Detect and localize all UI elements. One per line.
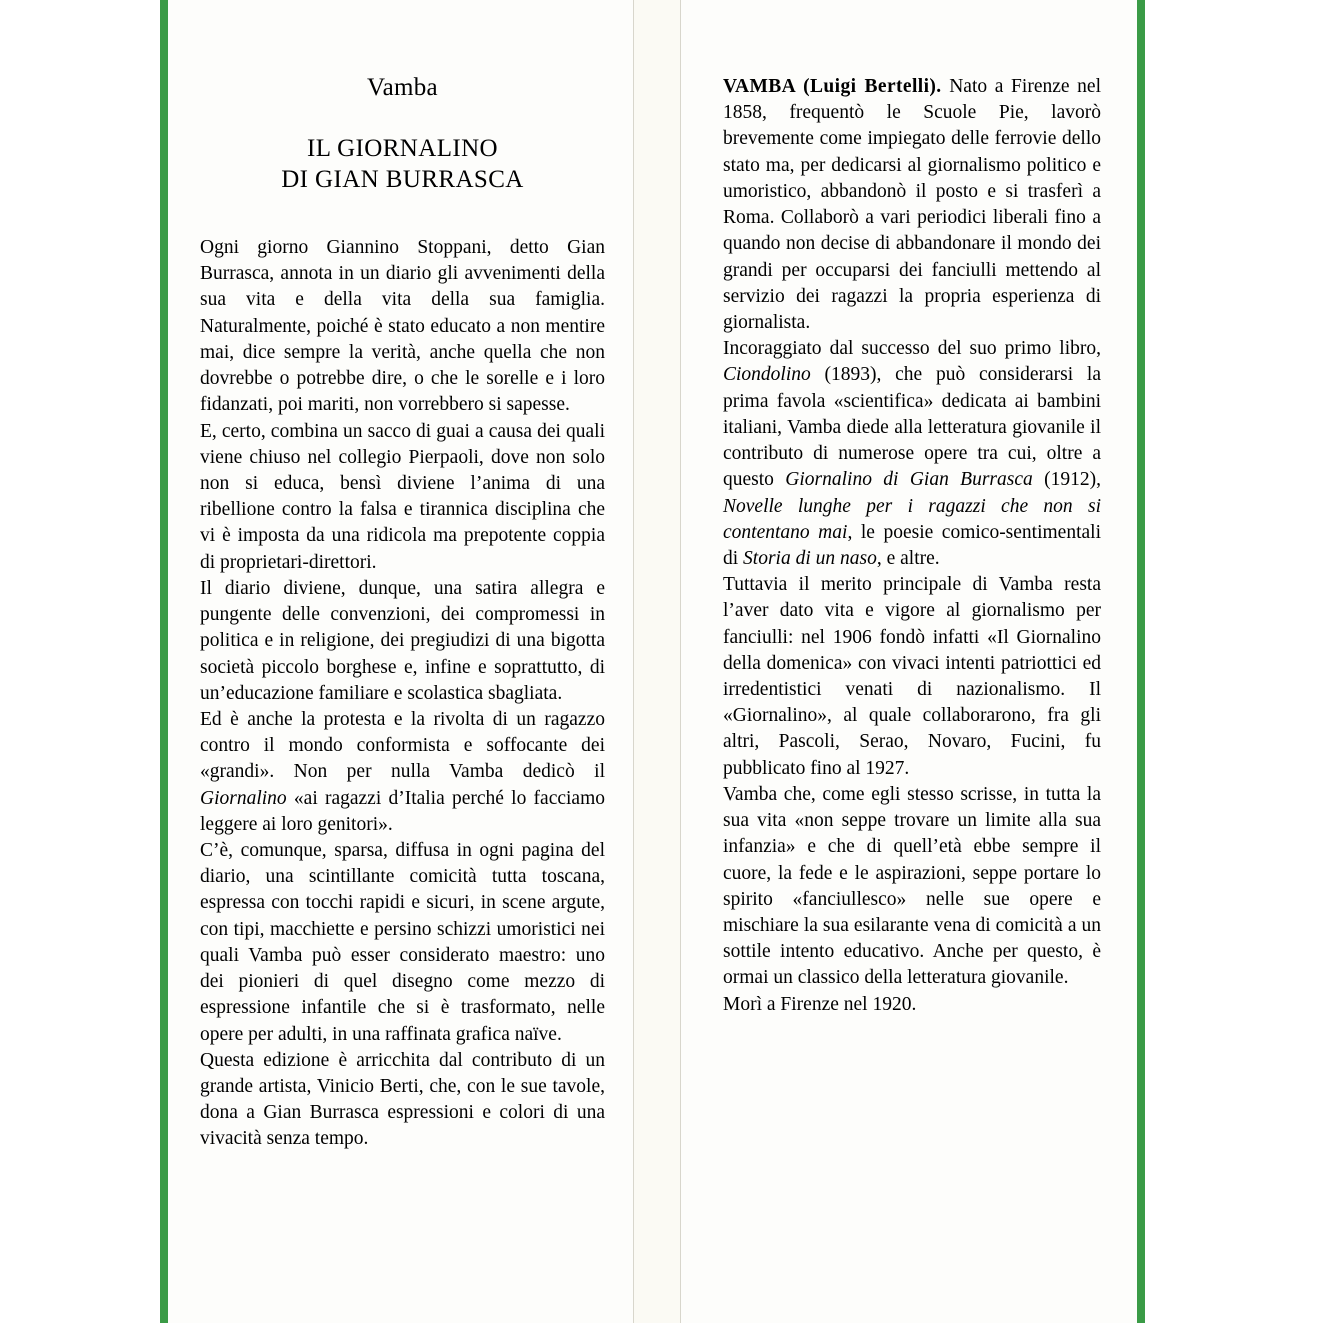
bio-paragraph: Morì a Firenze nel 1920. (723, 993, 917, 1015)
bio-italic-title: Giornalino di Gian Burrasca (785, 469, 1033, 491)
bio-text-run: , e altre. (876, 547, 940, 569)
blurb-paragraph: Il diario diviene, dunque, una satira allegra e pungente delle convenzioni, dei compromessi in politica e in religione, dei pregiudizi di una bigotta società piccolo borghese e, infine e soprattutto, di un’educazione familiare e scolastica sbagliata. (200, 577, 605, 704)
blurb-text-run: «ai ragazzi d’Italia perché lo facciamo leggere ai loro genitori». (200, 787, 605, 835)
blurb-paragraph: E, certo, combina un sacco di guai a causa dei quali viene chiuso nel collegio Pierpaoli, dove non solo non si educa, bensì diviene l’anima di una ribellione contro la falsa e tirannica disciplina che vi è imposta da una ridicola ma prepotente coppia di proprietari-direttori. (200, 420, 605, 573)
bio-paragraph (723, 336, 1101, 572)
bio-text-run: , le poesie comico-sentimentali di (723, 521, 1101, 569)
back-flap (679, 0, 1137, 1323)
bio-italic-title: Storia di un naso (743, 547, 877, 569)
blurb-italic-title: Giornalino (200, 787, 287, 809)
blurb-paragraph (200, 707, 605, 838)
cover-accent-stripe-left (160, 0, 168, 1323)
front-flap (168, 0, 633, 1323)
bio-text-run: (1912), (1032, 469, 1101, 491)
blurb-text (200, 235, 605, 1153)
bio-italic-title: Ciondolino (723, 364, 811, 386)
bio-text-run: Nato a Firenze nel 1858, frequentò le Scuole Pie, lavorò brevemente come impiegato delle ferrovie dello stato ma, per dedicarsi al giornalismo politico e umoristico, abbandonò il posto e si trasferì a Roma. Collaborò a vari periodici liberali fino a quando non decise di abbandonare il mondo dei grandi per occuparsi dei fanciulli mettendo al servizio dei ragazzi la propria esperienza di giornalista. (723, 76, 1101, 333)
bio-paragraph: Tuttavia il merito principale di Vamba resta l’aver dato vita e vigore al giornalismo per fanciulli: nel 1906 fondò infatti «Il Giornalino della domenica» con vivaci intenti patriottici ed irredentistici venati di nazionalismo. Il «Giornalino», al quale collaborarono, fra gli altri, Pascoli, Serao, Novaro, Fucini, fu pubblicato fino al 1927. (723, 574, 1101, 779)
blurb-paragraph: Questa edizione è arricchita dal contributo di un grande artista, Vinicio Berti, che, con le sue tavole, dona a Gian Burrasca espressioni e colori di una vivacità senza tempo. (200, 1049, 605, 1150)
book-title-line-1: IL GIORNALINO (306, 135, 499, 162)
author-bio-text (723, 74, 1101, 1018)
bio-italic-title: Novelle lunghe per i ragazzi che non si contentano mai (723, 495, 1101, 543)
blurb-paragraph: C’è, comunque, sparsa, diffusa in ogni pagina del diario, una scintillante comicità tutta toscana, espressa con tocchi rapidi e sicuri, in scene argute, con tipi, macchiette e persino schizzi umoristici nei quali Vamba può esser considerato maestro: uno dei pionieri di quel disegno come mezzo di espressione infantile che si è trasformato, nelle opere per adulti, in una raffinata grafica naïve. (200, 840, 605, 1045)
blurb-text-run: Ed è anche la protesta e la rivolta di un ragazzo contro il mondo conformista e soffocante dei «grandi». Non per nulla Vamba dedicò il (200, 708, 605, 783)
bio-paragraph (723, 74, 1101, 336)
cover-fold-gutter (633, 0, 681, 1323)
book-title-line-2: DI GIAN BURRASCA (281, 165, 524, 193)
author-name: Vamba (367, 74, 438, 101)
cover-accent-stripe-right (1137, 0, 1145, 1323)
bio-paragraph: Vamba che, come egli stesso scrisse, in tutta la sua vita «non seppe trovare un limite alla sua infanzia» e che di quell’età ebbe sempre il cuore, la fede e le aspirazioni, seppe portare lo spirito «fanciullesco» nelle sue opere e mischiare la sua esilarante vena di comicità a un sottile intento educativo. Anche per questo, è ormai un classico della letteratura giovanile. (723, 783, 1101, 989)
author-bio-lead-name: VAMBA (Luigi Bertelli). (723, 76, 942, 97)
bio-text-run: Incoraggiato dal successo del suo primo libro, (723, 338, 1101, 360)
blurb-paragraph: Ogni giorno Giannino Stoppani, detto Gian Burrasca, annota in un diario gli avvenimenti della sua vita e della vita della sua famiglia. Naturalmente, poiché è stato educato a non mentire mai, dice sempre la verità, anche quella che non dovrebbe o potrebbe dire, o che le sorelle e i loro fidanzati, poi mariti, non vorrebbero si sapesse. (200, 237, 605, 416)
bio-text-run: (1893), che può considerarsi la prima favola «scientifica» dedicata ai bambini italiani, Vamba diede alla letteratura giovanile il contributo di numerose opere tra cui, oltre a questo (723, 364, 1101, 491)
page-title (200, 134, 605, 195)
